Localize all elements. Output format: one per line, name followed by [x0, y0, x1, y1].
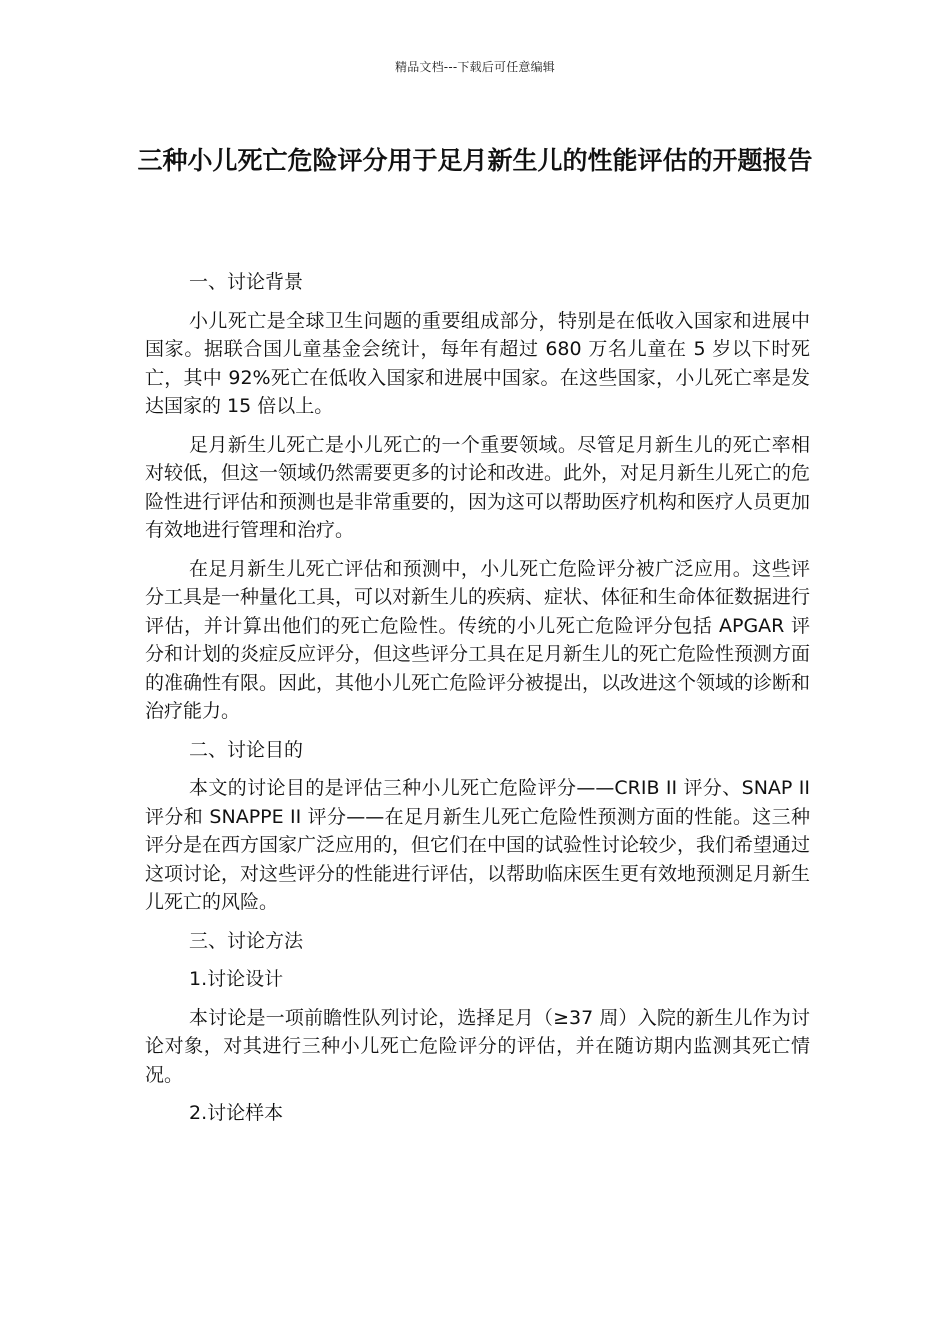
- section-heading-background: 一、讨论背景: [189, 271, 304, 293]
- paragraph-background-1: 小儿死亡是全球卫生问题的重要组成部分，特别是在低收入国家和进展中国家。据联合国儿童基金会统计，每年有超过 680 万名儿童在 5 岁以下时死亡，其中 92%死亡在低收入国家和进展中国家。在这些国家，小儿死亡率是发达国家的 15 倍以上。: [145, 309, 810, 417]
- header-note: 精品文档---下载后可任意编辑: [395, 60, 555, 74]
- document-body: [145, 268, 810, 1138]
- paragraph-background-3: 在足月新生儿死亡评估和预测中，小儿死亡危险评分被广泛应用。这些评分工具是一种量化工具，可以对新生儿的疾病、症状、体征和生命体征数据进行评估，并计算出他们的死亡危险性。传统的小儿死亡危险评分包括 APGAR 评分和计划的炎症反应评分，但这些评分工具在足月新生儿的死亡危险性预测方面的准确性有限。因此，其他小儿死亡危险评分被提出，以改进这个领域的诊断和治疗能力。: [145, 557, 811, 722]
- subheading-study-design: 1.讨论设计: [189, 968, 284, 990]
- document-title: 三种小儿死亡危险评分用于足月新生儿的性能评估的开题报告: [137, 146, 813, 175]
- subheading-study-sample: 2.讨论样本: [189, 1102, 284, 1124]
- paragraph-background-2: 足月新生儿死亡是小儿死亡的一个重要领域。尽管足月新生儿的死亡率相对较低，但这一领域仍然需要更多的讨论和改进。此外，对足月新生儿死亡的危险性进行评估和预测也是非常重要的，因为这可以帮助医疗机构和医疗人员更加有效地进行管理和治疗。: [145, 433, 811, 541]
- section-heading-methods: 三、讨论方法: [189, 929, 304, 952]
- section-heading-purpose: 二、讨论目的: [189, 738, 304, 761]
- paragraph-purpose: 本文的讨论目的是评估三种小儿死亡危险评分——CRIB II 评分、SNAP II 评分和 SNAPPE II 评分——在足月新生儿死亡危险性预测方面的性能。这三种评分是在西方国家广泛应用的，但它们在中国的试验性讨论较少，我们希望通过这项讨论，对这些评分的性能进行评估，以帮助临床医生更有效地预测足月新生儿死亡的风险。: [145, 777, 811, 913]
- paragraph-study-design: 本讨论是一项前瞻性队列讨论，选择足月（≥37 周）入院的新生儿作为讨论对象，对其进行三种小儿死亡危险评分的评估，并在随访期内监测其死亡情况。: [145, 1006, 810, 1086]
